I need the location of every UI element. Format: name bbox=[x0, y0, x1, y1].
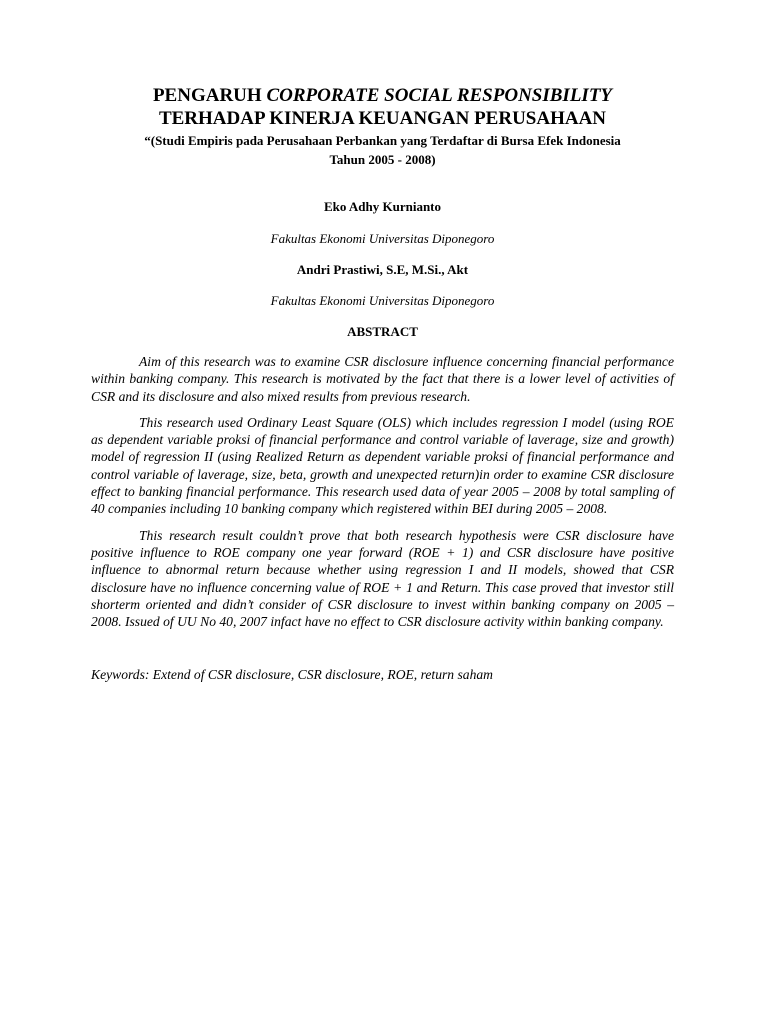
paper-title-line2: TERHADAP KINERJA KEUANGAN PERUSAHAAN bbox=[158, 108, 607, 129]
keywords: Keywords: Extend of CSR disclosure, CSR disclosure, ROE, return saham bbox=[91, 667, 493, 683]
abstract-paragraph-1: Aim of this research was to examine CSR disclosure influence concerning financial performance within banking company. This research is motivated by the fact that there is a lower level of activities of CSR and its disclosure and also mixed results from previous research. bbox=[91, 354, 674, 404]
abstract-paragraph-3: This research result couldn’t prove that both research hypothesis were CSR disclosure have positive influence to ROE company one year forward (ROE + 1) and CSR disclosure have positive influence to abnormal return because whether using regression I and II models, showed that CSR disclosure have no influence concerning value of ROE + 1 and Return. This case proved that investor still shorterm oriented and didn’t consider of CSR disclosure to invest within banking company on 2005 – 2008. Issued of UU No 40, 2007 infact have no effect to CSR disclosure activity within banking company. bbox=[91, 527, 674, 630]
abstract-heading: ABSTRACT bbox=[347, 324, 418, 339]
paper-title-line1 bbox=[91, 84, 674, 107]
paper-subtitle-line1: “(Studi Empiris pada Perusahaan Perbankan yang Terdaftar di Bursa Efek Indonesia bbox=[144, 133, 621, 148]
author-name-1: Eko Adhy Kurnianto bbox=[323, 199, 442, 214]
title-italic: CORPORATE SOCIAL RESPONSIBILITY bbox=[266, 85, 613, 106]
title-prefix: PENGARUH bbox=[152, 85, 267, 106]
paper-subtitle-line2: Tahun 2005 - 2008) bbox=[329, 152, 436, 167]
paper-page bbox=[91, 84, 674, 683]
author-affiliation-1: Fakultas Ekonomi Universitas Diponegoro bbox=[270, 231, 495, 246]
author-affiliation-2: Fakultas Ekonomi Universitas Diponegoro bbox=[270, 293, 495, 308]
author-name-2: Andri Prastiwi, S.E, M.Si., Akt bbox=[296, 262, 469, 277]
abstract-paragraph-2: This research used Ordinary Least Square (OLS) which includes regression I model (using ROE as dependent variable proksi of financial performance and control variable of laverage, size and growth) model of regression II (using Realized Return as dependent variable proksi of financial performance and control variable of laverage, size, beta, growth and unexpected return)in order to examine CSR disclosure effect to banking financial performance. This research used data of year 2005 – 2008 by total sampling of 40 companies including 10 banking company which registered within BEI during 2005 – 2008. bbox=[91, 414, 674, 517]
